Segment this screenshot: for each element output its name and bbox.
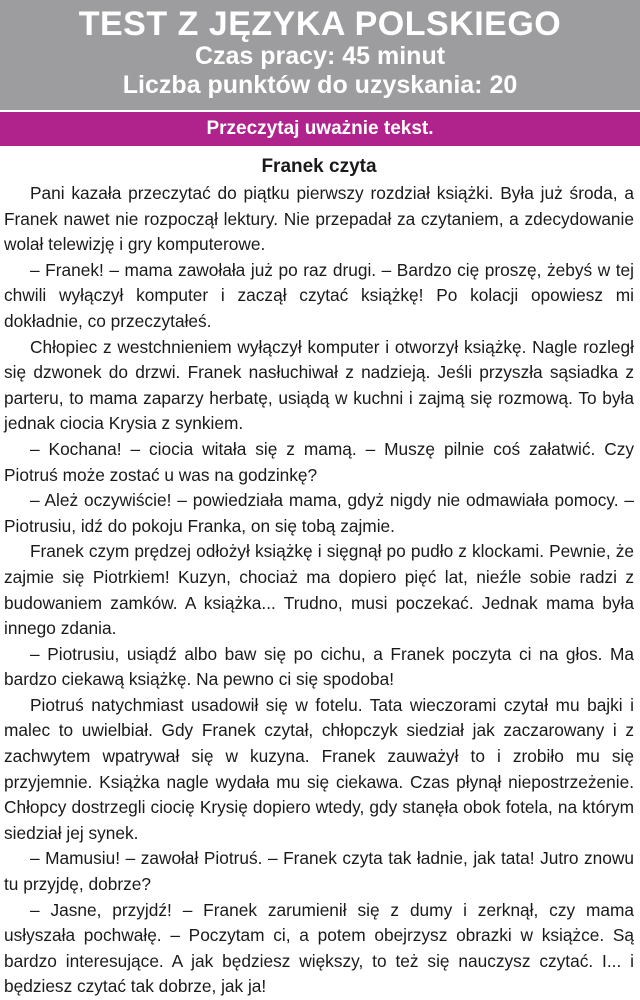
paragraph: Piotruś natychmiast usadowił się w fotelu. Tata wieczorami czytał mu bajki i malec to uwielbiał. Gdy Franek czytał, chłopczyk siedział jak zaczarowany i z zachwytem wpatrywał się w kuzyna. Franek zauważył to i zrobiło mu się przyjemnie. Książka nagle wydała mu się ciekawa. Czas płynął niepostrzeżenie. Chłopcy dostrzegli ciocię Krysię dopiero wtedy, gdy stanęła obok fotela, na którym siedział jej synek. (4, 694, 634, 843)
paragraph: Franek czym prędzej odłożył książkę i sięgnął po pudło z klockami. Pewnie, że zajmie się Piotrkiem! Kuzyn, chociaż ma dopiero pięć lat, nieźle sobie radzi z budowaniem zamków. A książka... Trudno, musi poczekać. Jednak mama była innego zdania. (4, 541, 634, 639)
points-total: Liczba punktów do uzyskania: 20 (122, 71, 518, 99)
story-text (0, 156, 640, 1000)
instruction-banner: Przeczytaj uważnie tekst. (0, 112, 640, 146)
paragraph: – Piotrusiu, usiądź albo baw się po cichu, a Franek poczyta ci na głos. Ma bardzo ciekawą książkę. Na pewno ci się spodoba! (4, 643, 634, 690)
paragraph: – Franek! – mama zawołała już po raz drugi. – Bardzo cię proszę, żebyś w tej chwili wyłączył komputer i zaczął czytać książkę! Po kolacji opowiesz mi dokładnie, co przeczytałeś. (4, 259, 634, 331)
paragraph: Pani kazała przeczytać do piątku pierwszy rozdział książki. Była już środa, a Franek nawet nie rozpoczął lektury. Nie przepadał za czytaniem, a zdecydowanie wolał telewizję i gry komputerowe. (4, 183, 634, 255)
paragraph: Chłopiec z westchnieniem wyłączył komputer i otworzył książkę. Nagle rozległ się dzwonek do drzwi. Franek nasłuchiwał z nadzieją. Jeśli przyszła sąsiadka z parteru, to mama zaparzy herbatę, usiądą w kuchni i zajmą się rozmową. To była jednak ciocia Krysia z synkiem. (4, 336, 634, 434)
paragraph: – Ależ oczywiście! – powiedziała mama, gdyż nigdy nie odmawiała pomocy. – Piotrusiu, idź do pokoju Franka, on się tobą zajmie. (4, 490, 634, 536)
paragraph: – Mamusiu! – zawołał Piotruś. – Franek czyta tak ładnie, jak tata! Jutro znowu tu przyjdę, dobrze? (4, 848, 634, 895)
test-title: TEST Z JĘZYKA POLSKIEGO (78, 5, 562, 43)
paragraph: – Jasne, przyjdź! – Franek zarumienił się z dumy i zerknął, czy mama usłyszała pochwałę. – Poczytam ci, a potem obejrzysz obrazki w książce. Są bardzo interesujące. A jak będziesz większy, to też się nauczysz czytać. I... i będziesz czytać tak dobrze, jak ja! (4, 899, 634, 997)
story-title: Franek czyta (261, 156, 377, 177)
paragraph: – Kochana! – ciocia witała się z mamą. – Muszę pilnie coś załatwić. Czy Piotruś może zostać u was na godzinkę? (4, 438, 634, 485)
test-header (0, 0, 640, 110)
time-limit: Czas pracy: 45 minut (194, 42, 446, 70)
